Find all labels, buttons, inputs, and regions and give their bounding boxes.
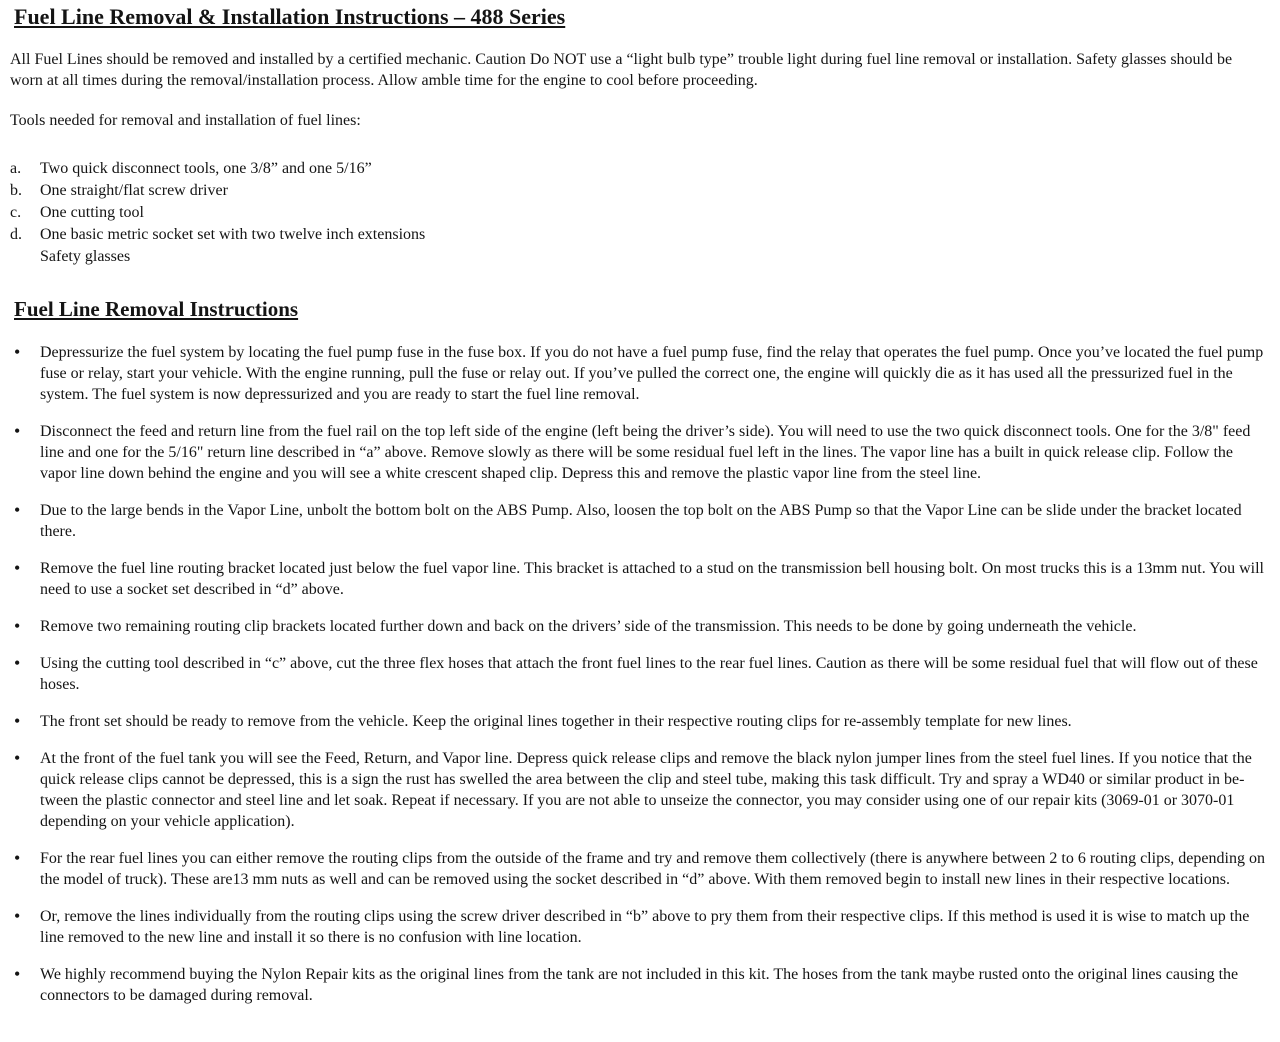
instruction-item [10, 711, 1268, 732]
bullet-icon [14, 500, 20, 522]
tool-item [10, 180, 1268, 201]
tool-text: Two quick disconnect tools, one 3/8” and one 5/16” [40, 160, 372, 177]
tool-text: One basic metric socket set with two twelve inch extensions [40, 226, 426, 243]
instruction-item [10, 616, 1268, 637]
tool-marker: d. [10, 226, 22, 243]
instruction-item [10, 421, 1268, 484]
instruction-text: Remove the fuel line routing bracket located just below the fuel vapor line. This bracket is attached to a stud on the transmission bell housing bolt. On most trucks this is a 13mm nut. You will need to use a socket set described in “d” above. [40, 560, 1264, 598]
tool-text: Safety glasses [40, 248, 131, 265]
bullet-icon [14, 748, 20, 770]
instruction-list [10, 342, 1268, 1006]
bullet-icon [14, 964, 20, 986]
instruction-item [10, 653, 1268, 695]
instruction-text: Due to the large bends in the Vapor Line, unbolt the bottom bolt on the ABS Pump. Also, loosen the top bolt on the ABS Pump so that the Vapor Line can be slide under the bracket located there. [40, 502, 1242, 540]
tool-marker: b. [10, 182, 22, 199]
instruction-text: We highly recommend buying the Nylon Repair kits as the original lines from the tank are not included in this kit. The hoses from the tank maybe rusted onto the original lines causing the connectors to be damaged during removal. [40, 966, 1239, 1004]
instruction-text: Or, remove the lines individually from the routing clips using the screw driver described in “b” above to pry them from their respective clips. If this method is used it is wise to match up the line removed to the new line and install it so there is no confusion with line location. [40, 908, 1250, 946]
tool-text: One cutting tool [40, 204, 144, 221]
instruction-text: The front set should be ready to remove from the vehicle. Keep the original lines together in their respective routing clips for re-assembly template for new lines. [40, 713, 1072, 730]
section-heading [14, 297, 1268, 322]
bullet-icon [14, 421, 20, 443]
bullet-icon [14, 558, 20, 580]
tool-marker: c. [10, 204, 22, 221]
bullet-icon [14, 848, 20, 870]
instruction-text: At the front of the fuel tank you will see the Feed, Return, and Vapor line. Depress quick release clips and remove the black nylon jumper lines from the steel fuel lines. If you notice that the quick release clips cannot be depressed, this is a sign the rust has swelled the area between the clip and steel tube, making this task difficult. Try and spray a WD40 or similar product in be-tween the plastic connector and steel line and let soak. Repeat if necessary. If you are not able to unseize the connector, you may consider using one of our repair kits (3069-01 or 3070-01 depending on your vehicle application). [40, 750, 1252, 830]
instruction-text: Disconnect the feed and return line from the fuel rail on the top left side of the engine (left being the driver’s side). You will need to use the two quick disconnect tools. One for the 3/8" feed line and one for the 5/16" return line described in “a” above. Remove slowly as there will be some residual fuel left in the lines. The vapor line has a built in quick release clip. Follow the vapor line down behind the engine and you will see a white crescent shaped clip. Depress this and remove the plastic vapor line from the steel line. [40, 423, 1251, 482]
doc-title-text: Fuel Line Removal & Installation Instructions – 488 Series [14, 4, 566, 29]
instruction-item [10, 342, 1268, 405]
tool-item [10, 202, 1268, 223]
instruction-item [10, 964, 1268, 1006]
instruction-text: Depressurize the fuel system by locating the fuel pump fuse in the fuse box. If you do not have a fuel pump fuse, find the relay that operates the fuel pump. Once you’ve located the fuel pump fuse or relay, start your vehicle. With the engine running, pull the fuse or relay out. If you’ve pulled the correct one, the engine will quickly die as it has used all the pressurized fuel in the system. The fuel system is now depressurized and you are ready to start the fuel line removal. [40, 344, 1264, 403]
tool-item [10, 224, 1268, 245]
tool-item-continuation [10, 246, 1268, 267]
instruction-text: Remove two remaining routing clip brackets located further down and back on the drivers’ side of the transmission. This needs to be done by going underneath the vehicle. [40, 618, 1137, 635]
bullet-icon [14, 616, 20, 638]
bullet-icon [14, 711, 20, 733]
section-heading-text: Fuel Line Removal Instructions [14, 297, 299, 321]
instruction-item [10, 748, 1268, 832]
tool-item [10, 158, 1268, 179]
instruction-item [10, 558, 1268, 600]
bullet-icon [14, 342, 20, 364]
instruction-item [10, 906, 1268, 948]
instruction-item [10, 500, 1268, 542]
instruction-item [10, 848, 1268, 890]
tool-text: One straight/flat screw driver [40, 182, 228, 199]
tools-intro: Tools needed for removal and installation of fuel lines: [10, 112, 361, 129]
tool-marker: a. [10, 160, 22, 177]
instruction-text: For the rear fuel lines you can either remove the routing clips from the outside of the frame and try and remove them collectively (there is anywhere between 2 to 6 routing clips, depending on the model of truck). These are13 mm nuts as well and can be removed using the socket described in “d” above. With them removed begin to install new lines in their respective locations. [40, 850, 1265, 888]
intro-paragraph: All Fuel Lines should be removed and installed by a certified mechanic. Caution Do NOT use a “light bulb type” trouble light during fuel line removal or installation. Safety glasses should be worn at all times during the removal/installation process. Allow amble time for the engine to cool before proceeding. [10, 51, 1233, 89]
bullet-icon [14, 653, 20, 675]
bullet-icon [14, 906, 20, 928]
doc-title [14, 4, 1268, 30]
instruction-text: Using the cutting tool described in “c” above, cut the three flex hoses that attach the front fuel lines to the rear fuel lines. Caution as there will be some residual fuel that will flow out of these hoses. [40, 655, 1258, 693]
tools-list [10, 158, 1268, 267]
